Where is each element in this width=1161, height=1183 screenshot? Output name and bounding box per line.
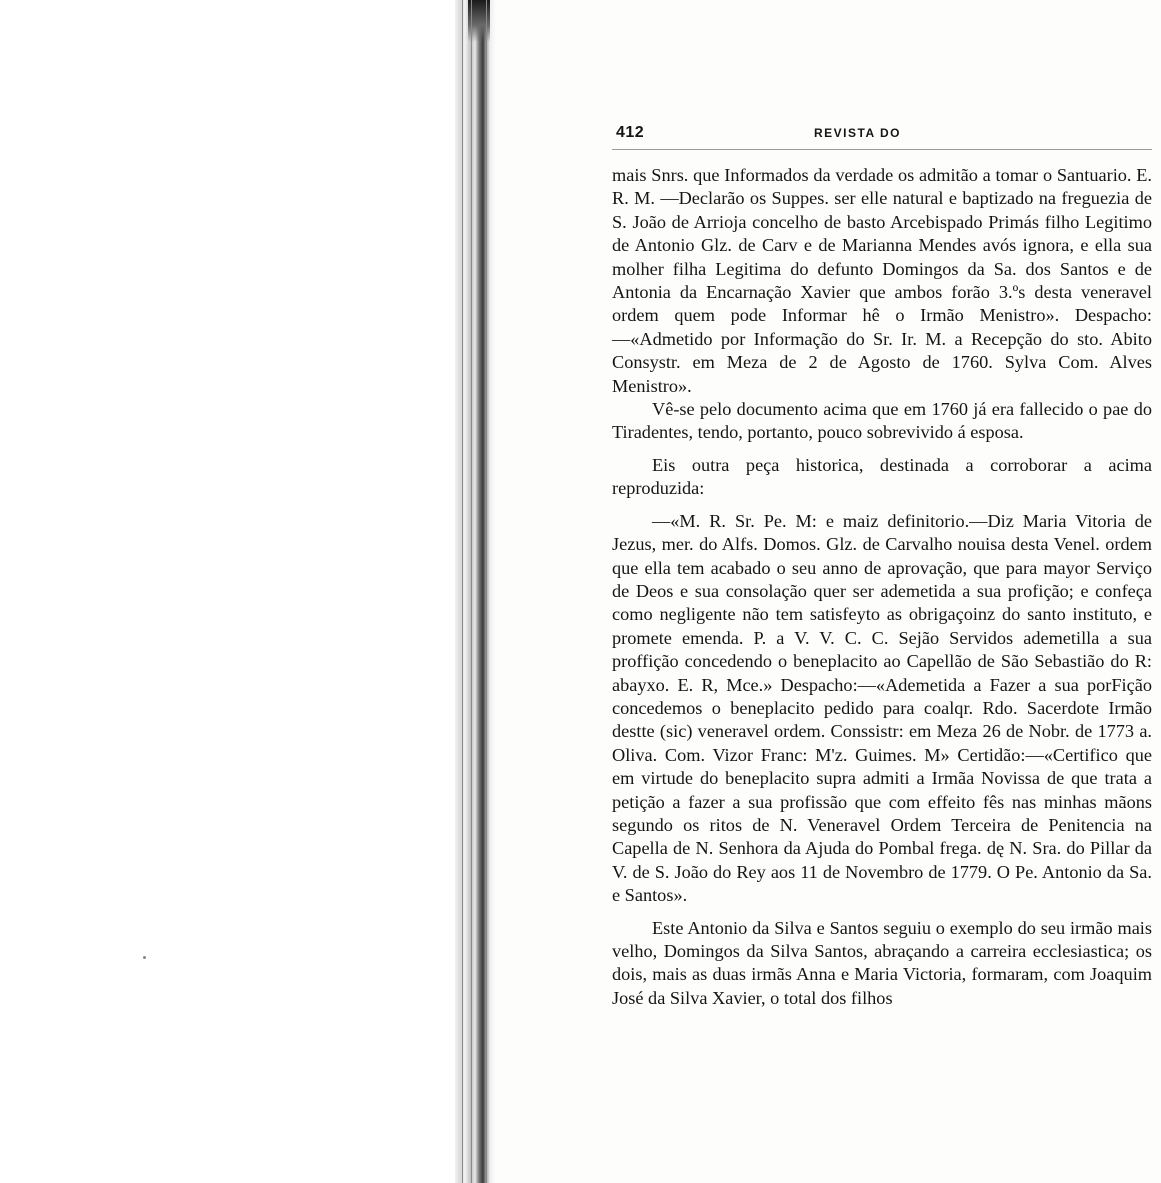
paragraph: mais Snrs. que Informados da verdade os admitão a tomar o Santuario. E. R. M. —Declarão os Suppes. ser elle natural e baptizado na freguezia de S. João de Arrioja concelho de basto Arcebispado Primás filho Legitimo de Antonio Glz. de Carv e de Marianna Mendes avós ignora, e ella sua molher filha Legitima do defunto Domingos da Sa. dos Santos e de Antonia da Encarnação Xavier que ambos forão 3.ºs desta veneravel ordem quem pode Informar hê o Irmão Menistro». Despacho:—«Admetido por Informação do Sr. Ir. M. a Recepção do sto. Abito Consystr. em Meza de 2 de Agosto de 1760. Sylva Com. Alves Menistro». bbox=[612, 165, 1152, 396]
right-page bbox=[612, 120, 1152, 1010]
paragraph: Vê-se pelo documento acima que em 1760 já era fallecido o pae do Tiradentes, tendo, portanto, pouco sobrevivido á esposa. bbox=[612, 399, 1152, 443]
scan-speck bbox=[143, 956, 146, 959]
left-page-blank bbox=[0, 0, 455, 1183]
paragraph: Este Antonio da Silva e Santos seguiu o exemplo do seu irmão mais velho, Domingos da Silva Santos, abraçando a carreira ecclesiastica; os dois, mais as duas irmãs Anna e Maria Victoria, formaram, com Joaquim José da Silva Xavier, o total dos filhos bbox=[612, 917, 1152, 1008]
paragraph: —«M. R. Sr. Pe. M: e maiz definitorio.—Diz Maria Vitoria de Jezus, mer. do Alfs. Domos. Glz. de Carvalho nouisa desta Venel. ordem que ella tem acabado o seu anno de aprovação, que para mayor Serviço de Deos e sua consolação quer ser ademetida a sua profição; e confeça como negligente não tem satisfeyto as obrigaçoinz do santo instituto, e promete emenda. P. a V. V. C. C. Sejão Servidos ademetilla a sua proffição concedendo o beneplacito ao Capellão de São Sebastião do R: abayxo. E. R, Mce.» Despacho:—«Ademetida a Fazer a sua porFição concedemos o beneplacito pedido para coalqr. Rdo. Sacerdote Irmão destte (sic) veneravel ordem. Conssistr: em Meza 26 de Nobr. de 1773 a. Oliva. Com. Vizor Franc: M'z. Guimes. M» Certidão:—«Certifico que em virtude do beneplacito supra admiti a Irmãa Novissa de que trata a petição a fazer a sua profissão que com effeito fês nas minhas mãons segundo os ritos de N. Veneravel Ordem Terceira de Penitencia na Capella de N. Senhora da Ajuda do Pombal frega. dę N. Sra. do Pillar da V. de S. João do Rey aos 11 de Novembro de 1779. O Pe. Antonio da Sa. e Santos». bbox=[612, 510, 1152, 906]
paragraph: Eis outra peça historica, destinada a corroborar a acima reproduzida: bbox=[612, 454, 1152, 499]
page-header bbox=[612, 120, 1152, 144]
gutter-line bbox=[486, 0, 487, 1183]
page-number: 412 bbox=[616, 124, 645, 141]
gutter-line bbox=[471, 0, 472, 1183]
running-head: REVISTA DO bbox=[814, 126, 902, 140]
header-rule bbox=[612, 149, 1152, 150]
gutter-line bbox=[462, 0, 463, 1183]
page-body bbox=[612, 164, 1152, 1010]
